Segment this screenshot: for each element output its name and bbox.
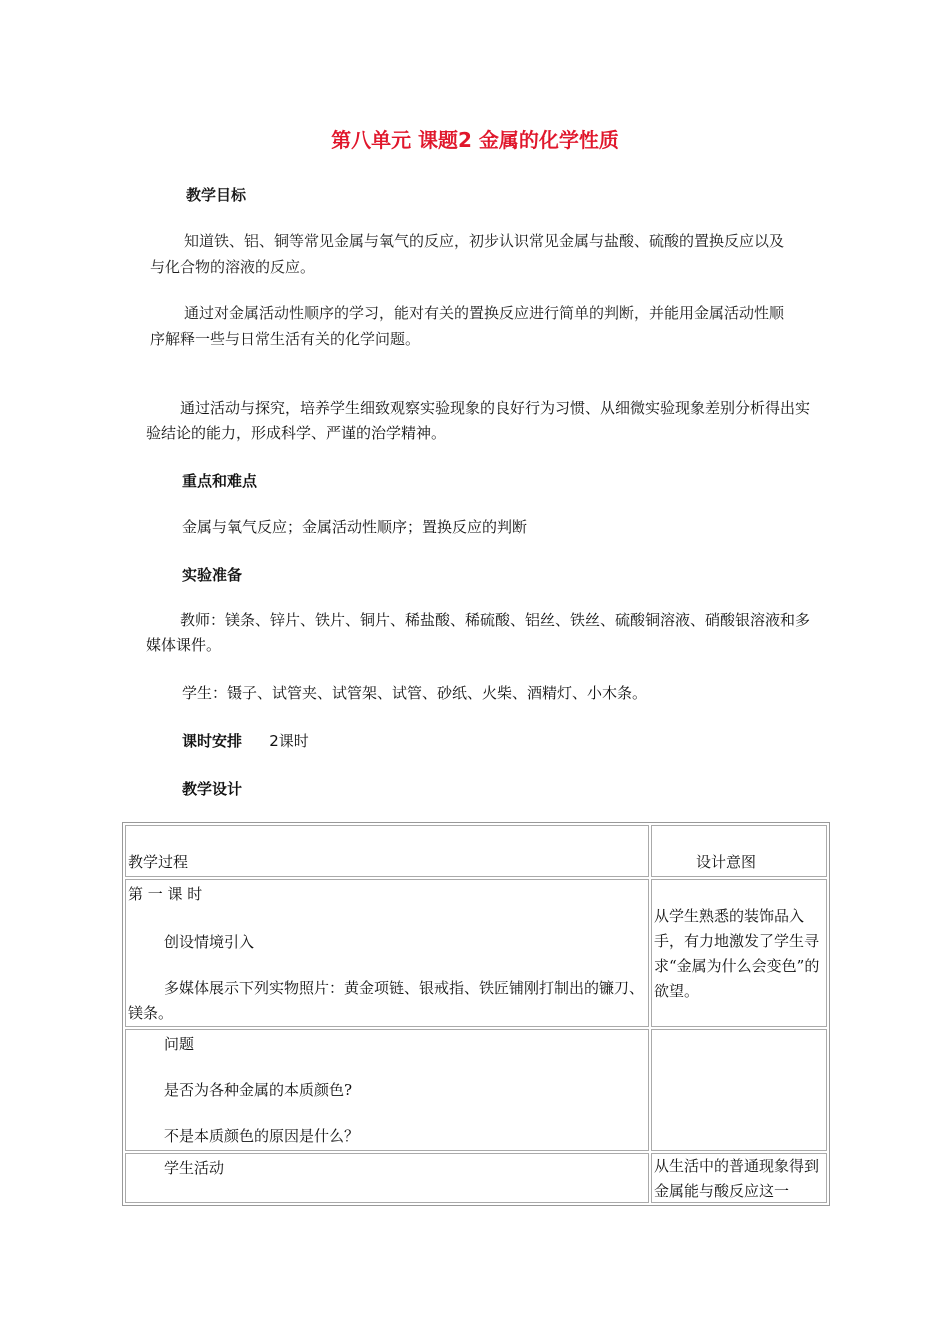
key-points-heading: 重点和难点 bbox=[182, 472, 258, 490]
prep-heading: 实验准备 bbox=[182, 566, 243, 584]
intro-paragraph: 通过活动与探究，培养学生细致观察实验现象的良好行为习惯、从细微实验现象差别分析得出实验结论的能力，形成科学、严谨的治学精神。 bbox=[146, 399, 811, 442]
prep-student: 学生：镊子、试管夹、试管架、试管、砂纸、火柴、酒精灯、小木条。 bbox=[182, 684, 648, 702]
page-title: 第八单元 课题2 金属的化学性质 bbox=[331, 128, 619, 152]
goals-image-block bbox=[150, 178, 800, 358]
schedule-value: 2课时 bbox=[269, 732, 309, 750]
table-row-1-process: 第 一 课 时 创设情境引入 多媒体展示下列实物照片：黄金项链、银戒指、铁匠铺刚打制出的镰刀、镁条。 bbox=[125, 879, 649, 1027]
schedule-heading: 课时安排 bbox=[182, 732, 243, 750]
table-row-3-process: 学生活动 bbox=[125, 1153, 649, 1203]
key-points-text: 金属与氧气反应；金属活动性顺序；置换反应的判断 bbox=[182, 518, 528, 536]
schedule-row bbox=[182, 730, 309, 751]
table-row-3-intent: 从生活中的普通现象得到金属能与酸反应这一 bbox=[651, 1153, 827, 1203]
table-row-1-intent: 从学生熟悉的装饰品入手，有力地激发了学生寻求“金属为什么会变色”的欲望。 bbox=[651, 879, 827, 1027]
goals-paragraph-2: 通过对金属活动性顺序的学习，能对有关的置换反应进行简单的判断，并能用金属活动性顺序解释一些与日常生活有关的化学问题。 bbox=[150, 304, 785, 348]
prep-teacher: 教师：镁条、锌片、铁片、铜片、稀盐酸、稀硫酸、铝丝、铁丝、硫酸铜溶液、硝酸银溶液和多媒体课件。 bbox=[146, 611, 811, 654]
table-row-2-intent bbox=[651, 1029, 827, 1151]
goals-paragraph-1: 知道铁、铝、铜等常见金属与氧气的反应，初步认识常见金属与盐酸、硫酸的置换反应以及与化合物的溶液的反应。 bbox=[150, 232, 785, 276]
table-header-intent: 设计意图 bbox=[651, 825, 827, 877]
table-row-2-process: 问题 是否为各种金属的本质颜色? 不是本质颜色的原因是什么？ bbox=[125, 1029, 649, 1151]
goals-heading: 教学目标 bbox=[186, 186, 247, 204]
design-heading: 教学设计 bbox=[182, 780, 243, 798]
table-header-process: 教学过程 bbox=[125, 825, 649, 877]
lesson-table bbox=[122, 822, 830, 1206]
